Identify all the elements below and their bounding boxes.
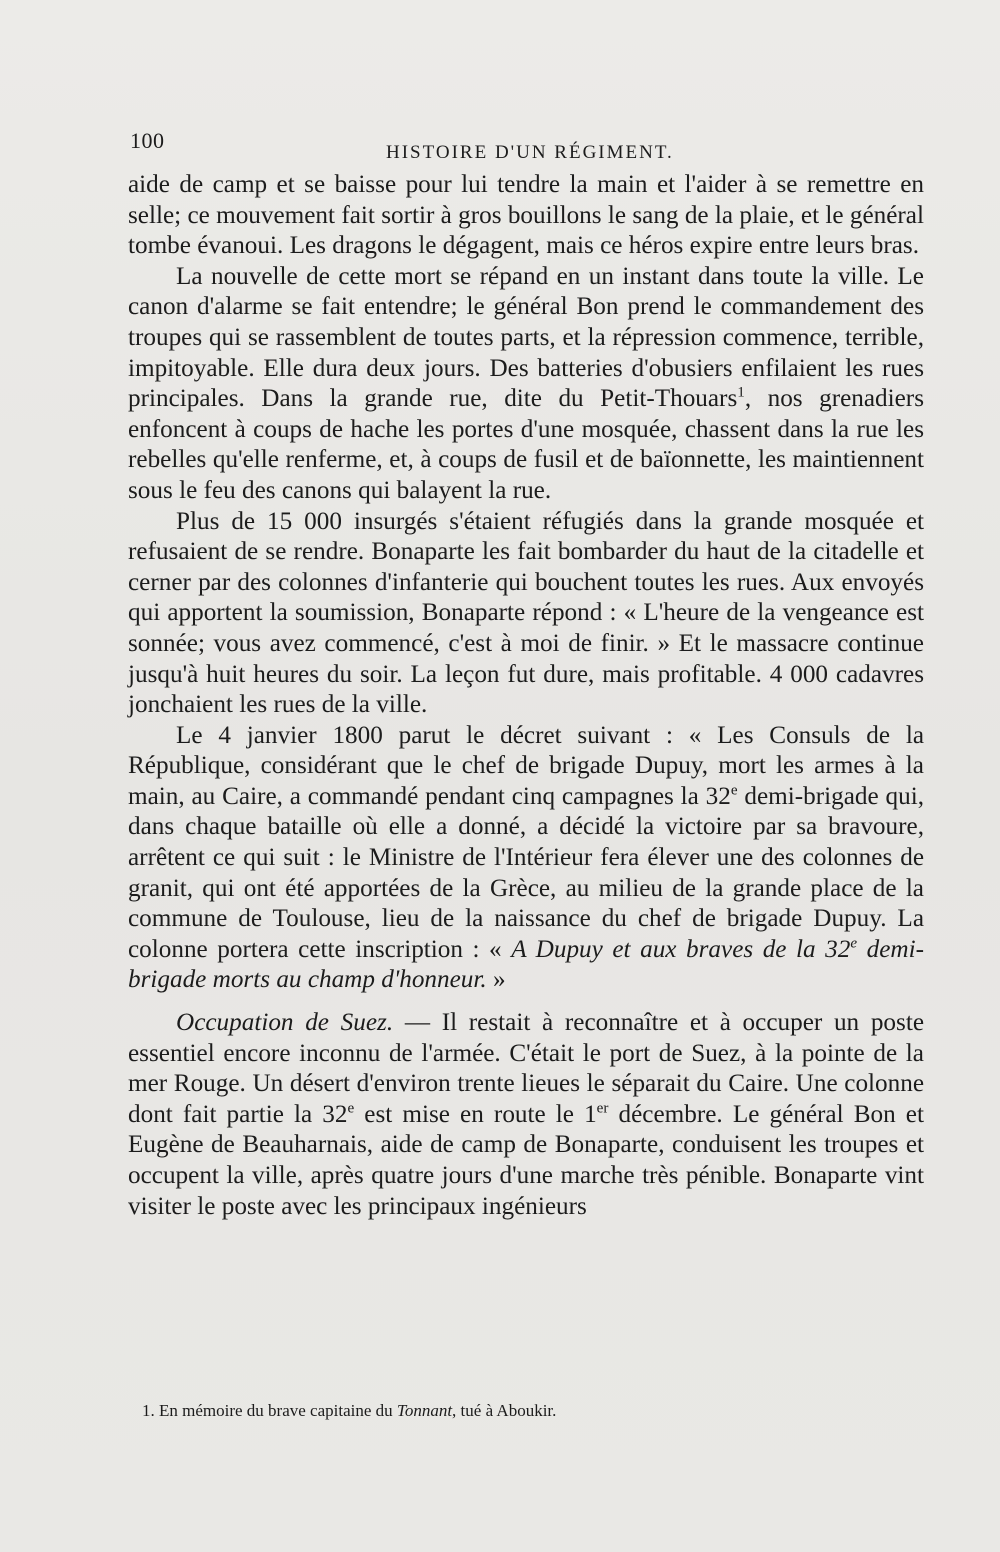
- page-number: 100: [130, 128, 165, 153]
- ordinal-suffix-first: er: [596, 1100, 609, 1117]
- footnote: [142, 1400, 902, 1422]
- footnote-reference: 1: [737, 384, 745, 401]
- page-header: [130, 128, 920, 168]
- paragraph-3: [128, 507, 924, 721]
- paragraph-1-text: aide de camp et se baisse pour lui tendre la main et l'aider à se remettre en selle; ce mouvement fait sortir à gros bouillons le sang de la plaie, et le général tombe évanoui. Les dragons le dégagent, mais ce héros expire entre leurs bras.: [128, 171, 924, 260]
- section-heading: Occupation de Suez.: [176, 1009, 394, 1037]
- body-text: [128, 170, 924, 1222]
- footnote-text-b: , tué à Aboukir.: [452, 1401, 557, 1420]
- paragraph-5-text-a: — Il restait à reconnaître et à occuper un poste essentiel encore inconnu de l'armée. C'était le port de Suez, à la pointe de la mer Rouge. Un désert d'environ trente lieues le séparait du Caire. Une colonne dont fait partie la 32: [128, 1009, 924, 1128]
- paragraph-4: [128, 721, 924, 996]
- paragraph-2-text-b: , nos grenadiers enfoncent à coups de hache les portes d'une mosquée, chassent dans la rue les rebelles qu'elle renferme, et, à coups de fusil et de baïonnette, les maintiennent sous le feu des canons qui balayent la rue.: [128, 385, 924, 504]
- paragraph-2-text-a: La nouvelle de cette mort se répand en un instant dans toute la ville. Le canon d'alarme se fait entendre; le général Bon prend le commandement des troupes qui se rassemblent de toutes parts, et la répression commence, terrible, impitoyable. Elle dura deux jours. Des batteries d'obusiers enfilaient les rues principales. Dans la grande rue, dite du Petit-Thouars: [128, 262, 924, 413]
- paragraph-5-text-c: décembre. Le général Bon et Eugène de Beauharnais, aide de camp de Bonaparte, conduisent les troupes et occupent la ville, après quatre jours d'une marche très pénible. Bonaparte vint visiter le poste avec les principaux ingénieurs: [128, 1100, 924, 1220]
- inscription-text-a: A Dupuy et aux braves de la 32: [511, 935, 851, 963]
- ship-name: Tonnant: [396, 1401, 453, 1420]
- paragraph-3-text: Plus de 15 000 insurgés s'étaient réfugiés dans la grande mosquée et refusaient de se rendre. Bonaparte les fait bombarder du haut de la citadelle et cerner par des colonnes d'infanterie qui bouchent toutes les rues. Aux envoyés qui apportent la soumission, Bonaparte répond : « L'heure de la vengeance est sonnée; vous avez commencé, c'est à moi de finir. » Et le massacre continue jusqu'à huit heures du soir. La leçon fut dure, mais profitable. 4 000 cadavres jonchaient les rues de la ville.: [128, 507, 924, 719]
- paragraph-4-text-a: Le 4 janvier 1800 parut le décret suivant : « Les Consuls de la République, considérant que le chef de brigade Dupuy, mort les armes à la main, au Caire, a commandé pendant cinq campagnes la 32: [128, 721, 924, 810]
- inscription-text-b: demi-brigade morts au champ d'honneur.: [128, 935, 924, 994]
- footnote-number: 1.: [142, 1401, 155, 1420]
- paragraph-5: [128, 1008, 924, 1222]
- footnote-text-a: En mémoire du brave capitaine du: [154, 1401, 397, 1420]
- paragraph-4-text-c: »: [486, 966, 506, 994]
- paragraph-2: [128, 262, 924, 507]
- paragraph-4-text-b: demi-brigade qui, dans chaque bataille où elle a donné, a décidé la victoire par sa bravoure, arrêtent ce qui suit : le Ministre de l'Intérieur fera élever une des colonnes de granit, qui ont été apportées de la Grèce, au milieu de la grande place de la commune de Toulouse, lieu de la naissance du chef de brigade Dupuy. La colonne portera cette inscription : «: [128, 782, 924, 963]
- ordinal-suffix: e: [347, 1100, 355, 1117]
- paragraph-1: [128, 170, 924, 262]
- running-title: HISTOIRE D'UN RÉGIMENT.: [386, 142, 674, 163]
- paragraph-5-text-b: est mise en route le 1: [354, 1100, 597, 1128]
- inscription-ordinal-suffix: e: [850, 935, 858, 952]
- ordinal-suffix: e: [730, 782, 738, 799]
